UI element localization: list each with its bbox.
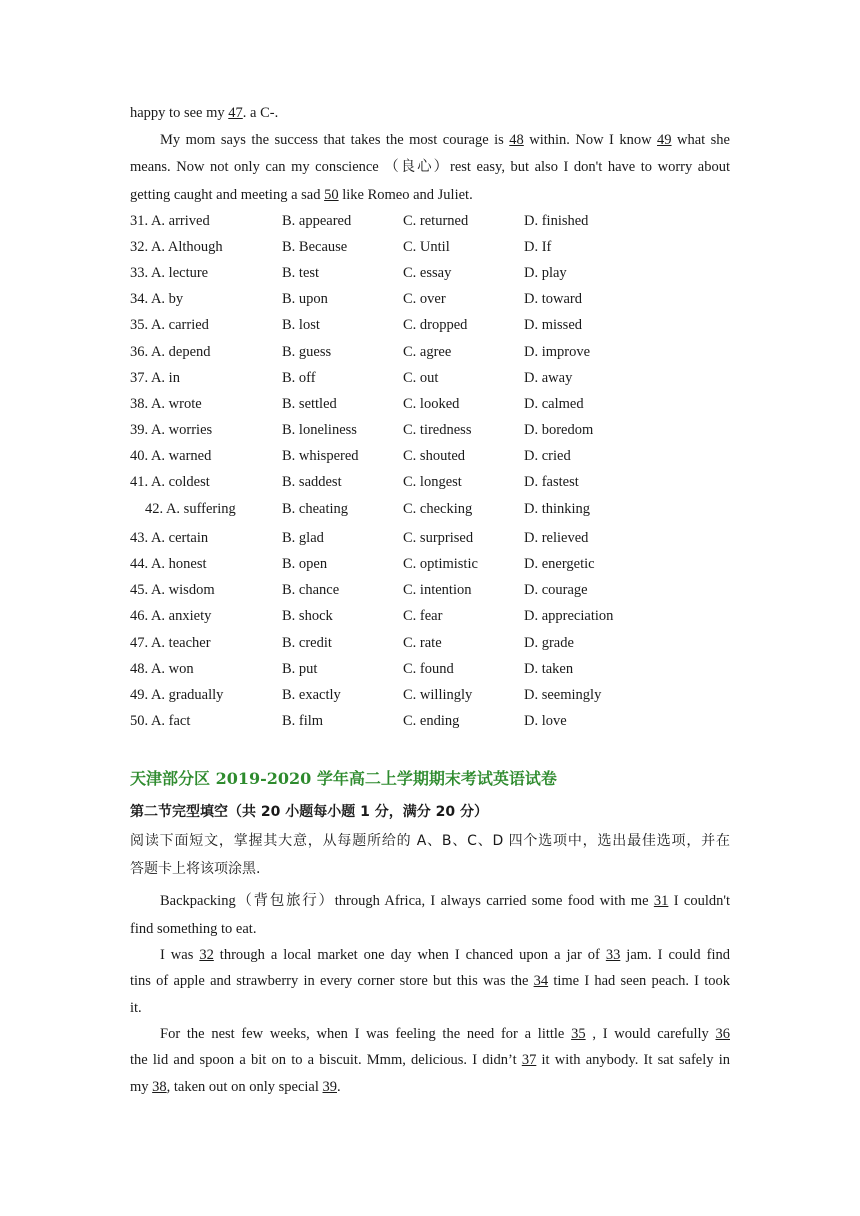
option-b: B. saddest [282, 474, 342, 490]
text-run: within. Now I know [523, 132, 658, 148]
text-run: getting caught and meeting a sad [130, 187, 325, 203]
text-run: it with anybody. It sat safely in [536, 1052, 730, 1068]
option-row [130, 499, 730, 519]
passage-line [130, 971, 730, 991]
blank-number: 34 [533, 973, 549, 989]
blank-number: 31 [653, 893, 669, 909]
option-a: 48. A. won [130, 661, 194, 677]
passage-line: means. Now not only can my conscience （良心）rest easy, but also I don't have to worry about [130, 159, 730, 175]
text-run: I couldn't [668, 893, 731, 909]
option-d: D. appreciation [524, 608, 614, 624]
text-run: tins of apple and strawberry in every corner store but this was the [130, 973, 534, 989]
option-row [130, 633, 730, 653]
option-a: 42. A. suffering [145, 501, 236, 517]
option-a: 34. A. by [130, 291, 184, 307]
option-row [130, 315, 730, 335]
option-d: D. fastest [524, 474, 579, 490]
option-b: B. whispered [282, 448, 359, 464]
option-c: C. Until [403, 239, 450, 255]
option-row [130, 659, 730, 679]
blank-number: 36 [715, 1026, 730, 1042]
option-d: D. courage [524, 582, 588, 598]
option-b: B. settled [282, 396, 337, 412]
passage-line [130, 891, 730, 911]
text-run: jam. I could find [620, 947, 730, 963]
instructions-line: 答题卡上将该项涂黑. [130, 861, 261, 877]
option-row [130, 263, 730, 283]
option-c: C. looked [403, 396, 460, 412]
option-row [130, 289, 730, 309]
option-c: C. out [403, 370, 439, 386]
option-d: D. relieved [524, 530, 589, 546]
option-b: B. Because [282, 239, 348, 255]
option-c: C. returned [403, 213, 469, 229]
option-d: D. play [524, 265, 567, 281]
option-d: D. cried [524, 448, 571, 464]
option-d: D. taken [524, 661, 574, 677]
option-a: 32. A. Although [130, 239, 223, 255]
option-c: C. dropped [403, 317, 468, 333]
text-run: My mom says the success that takes the most courage is [160, 132, 510, 148]
text-run: I was [160, 947, 200, 963]
blank-number: 49 [657, 132, 672, 148]
option-c: C. ending [403, 713, 460, 729]
passage-line: find something to eat. [130, 921, 257, 937]
blank-number: 32 [199, 947, 214, 963]
option-d: D. calmed [524, 396, 584, 412]
passage-line [130, 1050, 730, 1070]
option-a: 45. A. wisdom [130, 582, 215, 598]
option-row [130, 606, 730, 626]
option-a: 49. A. gradually [130, 687, 224, 703]
option-c: C. fear [403, 608, 443, 624]
option-b: B. credit [282, 635, 332, 651]
option-b: B. glad [282, 530, 324, 546]
option-d: D. If [524, 239, 552, 255]
option-row [130, 211, 730, 231]
option-c: C. agree [403, 344, 452, 360]
option-c: C. surprised [403, 530, 474, 546]
text-run: through a local market one day when I chanced upon a jar of [213, 947, 606, 963]
option-c: C. checking [403, 501, 473, 517]
option-c: C. shouted [403, 448, 466, 464]
option-d: D. toward [524, 291, 582, 307]
option-a: 31. A. arrived [130, 213, 210, 229]
text-run: what she [671, 132, 730, 148]
option-row [130, 394, 730, 414]
blank-number: 35 [571, 1026, 586, 1042]
option-row [130, 528, 730, 548]
blank-number: 39 [322, 1079, 337, 1095]
option-a: 33. A. lecture [130, 265, 209, 281]
option-d: D. energetic [524, 556, 595, 572]
option-a: 50. A. fact [130, 713, 191, 729]
text-run: For the nest few weeks, when I was feeling the need for a little [160, 1026, 572, 1042]
option-row [130, 446, 730, 466]
option-b: B. test [282, 265, 320, 281]
option-b: B. upon [282, 291, 328, 307]
option-row [130, 420, 730, 440]
option-b: B. chance [282, 582, 340, 598]
option-c: C. longest [403, 474, 462, 490]
passage-line [130, 1077, 341, 1097]
option-c: C. essay [403, 265, 452, 281]
blank-number: 47 [228, 105, 243, 121]
option-b: B. put [282, 661, 318, 677]
option-b: B. appeared [282, 213, 352, 229]
text-run: my [130, 1079, 153, 1095]
text-run: , I would carefully [585, 1026, 716, 1042]
option-b: B. loneliness [282, 422, 357, 438]
instructions-line: 阅读下面短文，掌握其大意，从每题所给的 A、B、C、D 四个选项中，选出最佳选项，并在 [130, 833, 730, 849]
option-d: D. thinking [524, 501, 591, 517]
passage-line [130, 1024, 730, 1044]
passage-line [130, 185, 473, 205]
option-a: 43. A. certain [130, 530, 209, 546]
option-a: 41. A. coldest [130, 474, 210, 490]
section-subtitle: 第二节完型填空（共 20 小题每小题 1 分，满分 20 分） [130, 804, 488, 820]
option-row [130, 368, 730, 388]
blank-number: 37 [521, 1052, 537, 1068]
option-c: C. found [403, 661, 454, 677]
option-b: B. shock [282, 608, 333, 624]
text-run: . [337, 1079, 341, 1095]
option-b: B. lost [282, 317, 320, 333]
option-a: 46. A. anxiety [130, 608, 212, 624]
option-c: C. intention [403, 582, 472, 598]
section-title: 天津部分区 2019-2020 学年高二上学期期末考试英语试卷 [130, 769, 557, 788]
text-run: , taken out on only special [166, 1079, 323, 1095]
option-d: D. improve [524, 344, 591, 360]
option-row [130, 711, 730, 731]
option-b: B. cheating [282, 501, 349, 517]
option-b: B. film [282, 713, 324, 729]
option-row [130, 472, 730, 492]
blank-number: 33 [605, 947, 621, 963]
option-c: C. rate [403, 635, 442, 651]
option-a: 36. A. depend [130, 344, 211, 360]
blank-number: 38 [152, 1079, 167, 1095]
option-b: B. guess [282, 344, 332, 360]
text-run: time I had seen peach. I took [548, 973, 730, 989]
option-a: 44. A. honest [130, 556, 207, 572]
option-row [130, 685, 730, 705]
text-run: the lid and spoon a bit on to a biscuit. Mmm, delicious. I didn’t [130, 1052, 522, 1068]
passage-line [130, 130, 730, 150]
option-a: 39. A. worries [130, 422, 213, 438]
text-run: . a C-. [242, 105, 279, 121]
option-c: C. tiredness [403, 422, 472, 438]
option-a: 37. A. in [130, 370, 180, 386]
option-b: B. exactly [282, 687, 341, 703]
option-b: B. off [282, 370, 316, 386]
text-run: like Romeo and Juliet. [338, 187, 473, 203]
passage-line [130, 945, 730, 965]
option-row [130, 237, 730, 257]
text-run: Backpacking（背包旅行）through Africa, I always carried some food with me [160, 893, 654, 909]
option-row [130, 554, 730, 574]
option-c: C. over [403, 291, 446, 307]
option-row [130, 342, 730, 362]
option-d: D. away [524, 370, 573, 386]
option-a: 47. A. teacher [130, 635, 211, 651]
blank-number: 48 [509, 132, 524, 148]
option-d: D. seemingly [524, 687, 602, 703]
option-d: D. grade [524, 635, 574, 651]
option-a: 35. A. carried [130, 317, 209, 333]
option-d: D. love [524, 713, 567, 729]
option-b: B. open [282, 556, 328, 572]
option-a: 40. A. warned [130, 448, 212, 464]
option-d: D. finished [524, 213, 589, 229]
option-a: 38. A. wrote [130, 396, 202, 412]
option-row [130, 580, 730, 600]
text-run: happy to see my [130, 105, 229, 121]
blank-number: 50 [324, 187, 339, 203]
option-d: D. missed [524, 317, 582, 333]
option-c: C. optimistic [403, 556, 478, 572]
option-d: D. boredom [524, 422, 594, 438]
passage-line [130, 103, 278, 123]
option-c: C. willingly [403, 687, 473, 703]
passage-line: it. [130, 1000, 142, 1016]
